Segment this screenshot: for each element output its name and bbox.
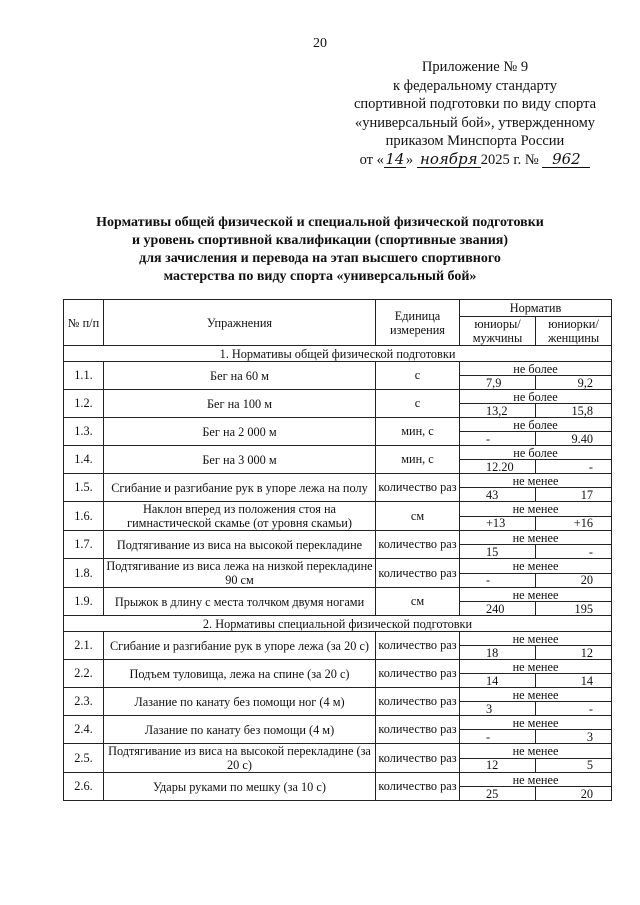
row-number: 1.9. xyxy=(64,588,104,616)
norm-limit: не менее xyxy=(460,688,612,702)
norm-limit: не менее xyxy=(460,559,612,574)
value-juniors-female: 5 xyxy=(536,758,612,773)
norm-limit: не более xyxy=(460,390,612,404)
appendix-header xyxy=(330,58,620,170)
section-title: 2. Нормативы специальной физической подготовки xyxy=(64,616,612,632)
order-date-line xyxy=(330,151,620,170)
row-number: 1.1. xyxy=(64,362,104,390)
norm-limit: не менее xyxy=(460,531,612,545)
unit-of-measure: количество раз xyxy=(376,531,460,559)
exercise-name: Бег на 2 000 м xyxy=(104,418,376,446)
table-row xyxy=(64,588,612,602)
exercise-name: Подтягивание из виса на высокой перекладине (за 20 с) xyxy=(104,744,376,773)
unit-of-measure: мин, с xyxy=(376,446,460,474)
value-juniors-male: 43 xyxy=(460,488,536,502)
norm-limit: не менее xyxy=(460,773,612,787)
exercise-name: Подтягивание из виса на высокой перекладине xyxy=(104,531,376,559)
value-juniors-female: 195 xyxy=(536,602,612,616)
row-number: 2.2. xyxy=(64,660,104,688)
section-title: 1. Нормативы общей физической подготовки xyxy=(64,346,612,362)
table-row xyxy=(64,362,612,376)
row-number: 2.6. xyxy=(64,773,104,801)
date-mid: » xyxy=(405,151,414,168)
exercise-name: Прыжок в длину с места толчком двумя ногами xyxy=(104,588,376,616)
exercise-name: Сгибание и разгибание рук в упоре лежа на полу xyxy=(104,474,376,502)
row-number: 1.2. xyxy=(64,390,104,418)
table-row xyxy=(64,660,612,674)
document-title xyxy=(40,214,600,286)
row-number: 1.8. xyxy=(64,559,104,588)
appendix-line: спортивной подготовки по виду спорта xyxy=(353,96,597,113)
value-juniors-female: - xyxy=(536,545,612,559)
date-year: 2025 г. № xyxy=(480,151,539,168)
norm-limit: не более xyxy=(460,446,612,460)
norm-limit: не менее xyxy=(460,502,612,517)
unit-of-measure: количество раз xyxy=(376,632,460,660)
unit-of-measure: с xyxy=(376,390,460,418)
row-number: 2.1. xyxy=(64,632,104,660)
table-row xyxy=(64,531,612,545)
unit-of-measure: см xyxy=(376,502,460,531)
value-juniors-male: 14 xyxy=(460,674,536,688)
exercise-name: Бег на 60 м xyxy=(104,362,376,390)
value-juniors-male: 12.20 xyxy=(460,460,536,474)
norm-limit: не менее xyxy=(460,716,612,730)
appendix-line: Приложение № 9 xyxy=(421,59,529,75)
row-number: 2.5. xyxy=(64,744,104,773)
exercise-name: Сгибание и разгибание рук в упоре лежа (за 20 с) xyxy=(104,632,376,660)
value-juniors-male: +13 xyxy=(460,516,536,531)
row-number: 1.4. xyxy=(64,446,104,474)
value-juniors-female: 15,8 xyxy=(536,404,612,418)
date-prefix: от « xyxy=(359,151,384,168)
row-number: 1.3. xyxy=(64,418,104,446)
norm-limit: не более xyxy=(460,418,612,432)
unit-of-measure: мин, с xyxy=(376,418,460,446)
section-header-row xyxy=(64,616,612,632)
value-juniors-male: - xyxy=(460,730,536,744)
handwritten-month: ноября xyxy=(417,152,481,168)
header-norm: Норматив xyxy=(460,300,612,317)
value-juniors-female: 3 xyxy=(536,730,612,744)
exercise-name: Лазание по канату без помощи ног (4 м) xyxy=(104,688,376,716)
header-number: № п/п xyxy=(64,300,104,346)
exercise-name: Бег на 100 м xyxy=(104,390,376,418)
table-row xyxy=(64,744,612,759)
value-juniors-male: 240 xyxy=(460,602,536,616)
unit-of-measure: количество раз xyxy=(376,688,460,716)
row-number: 1.6. xyxy=(64,502,104,531)
unit-of-measure: см xyxy=(376,588,460,616)
section-header-row xyxy=(64,346,612,362)
value-juniors-female: - xyxy=(536,460,612,474)
exercise-name: Подтягивание из виса лежа на низкой перекладине 90 см xyxy=(104,559,376,588)
value-juniors-male: 3 xyxy=(460,702,536,716)
title-line: и уровень спортивной квалификации (спортивные звания) xyxy=(131,233,509,248)
table-body xyxy=(64,346,612,801)
exercise-name: Удары руками по мешку (за 10 с) xyxy=(104,773,376,801)
value-juniors-female: 9,2 xyxy=(536,376,612,390)
row-number: 1.7. xyxy=(64,531,104,559)
unit-of-measure: с xyxy=(376,362,460,390)
value-juniors-male: - xyxy=(460,573,536,588)
row-number: 2.4. xyxy=(64,716,104,744)
value-juniors-female: +16 xyxy=(536,516,612,531)
appendix-line: к федеральному стандарту xyxy=(393,77,557,94)
table-row xyxy=(64,446,612,460)
norm-limit: не менее xyxy=(460,474,612,488)
norms-table xyxy=(63,299,612,801)
value-juniors-male: - xyxy=(460,432,536,446)
table-row xyxy=(64,418,612,432)
exercise-name: Подъем туловища, лежа на спине (за 20 с) xyxy=(104,660,376,688)
header-exercise: Упражнения xyxy=(104,300,376,346)
header-juniors-male: юниоры/ мужчины xyxy=(460,317,536,346)
header-juniors-female: юниорки/ женщины xyxy=(536,317,612,346)
table-row xyxy=(64,716,612,730)
value-juniors-female: 17 xyxy=(536,488,612,502)
row-number: 2.3. xyxy=(64,688,104,716)
table-row xyxy=(64,773,612,787)
exercise-name: Бег на 3 000 м xyxy=(104,446,376,474)
handwritten-order-number: 962 xyxy=(542,152,590,168)
value-juniors-female: 14 xyxy=(536,674,612,688)
table-row xyxy=(64,390,612,404)
value-juniors-male: 7,9 xyxy=(460,376,536,390)
norm-limit: не менее xyxy=(460,632,612,646)
norm-limit: не более xyxy=(460,362,612,376)
exercise-name: Лазание по канату без помощи (4 м) xyxy=(104,716,376,744)
table-row xyxy=(64,688,612,702)
norm-limit: не менее xyxy=(460,660,612,674)
value-juniors-male: 12 xyxy=(460,758,536,773)
appendix-line: «универсальный бой», утвержденному xyxy=(354,114,596,131)
table-row xyxy=(64,632,612,646)
exercise-name: Наклон вперед из положения стоя на гимнастической скамье (от уровня скамьи) xyxy=(104,502,376,531)
appendix-line: приказом Минспорта России xyxy=(385,133,565,150)
unit-of-measure: количество раз xyxy=(376,744,460,773)
value-juniors-male: 25 xyxy=(460,787,536,801)
title-line: мастерства по виду спорта «универсальный бой» xyxy=(163,269,477,284)
handwritten-day: 14 xyxy=(385,149,405,168)
unit-of-measure: количество раз xyxy=(376,773,460,801)
header-unit: Единица измерения xyxy=(376,300,460,346)
value-juniors-male: 18 xyxy=(460,646,536,660)
table-row xyxy=(64,474,612,488)
unit-of-measure: количество раз xyxy=(376,559,460,588)
row-number: 1.5. xyxy=(64,474,104,502)
title-line: для зачисления и перевода на этап высшего спортивного xyxy=(139,251,501,266)
norm-limit: не менее xyxy=(460,744,612,759)
value-juniors-female: 12 xyxy=(536,646,612,660)
value-juniors-female: 20 xyxy=(536,787,612,801)
value-juniors-female: 9.40 xyxy=(536,432,612,446)
page-number: 20 xyxy=(313,36,327,51)
unit-of-measure: количество раз xyxy=(376,660,460,688)
value-juniors-female: 20 xyxy=(536,573,612,588)
table-row xyxy=(64,559,612,574)
table-row xyxy=(64,502,612,517)
norm-limit: не менее xyxy=(460,588,612,602)
value-juniors-female: - xyxy=(536,702,612,716)
unit-of-measure: количество раз xyxy=(376,474,460,502)
title-line: Нормативы общей физической и специальной физической подготовки xyxy=(96,215,544,230)
unit-of-measure: количество раз xyxy=(376,716,460,744)
value-juniors-male: 15 xyxy=(460,545,536,559)
value-juniors-male: 13,2 xyxy=(460,404,536,418)
